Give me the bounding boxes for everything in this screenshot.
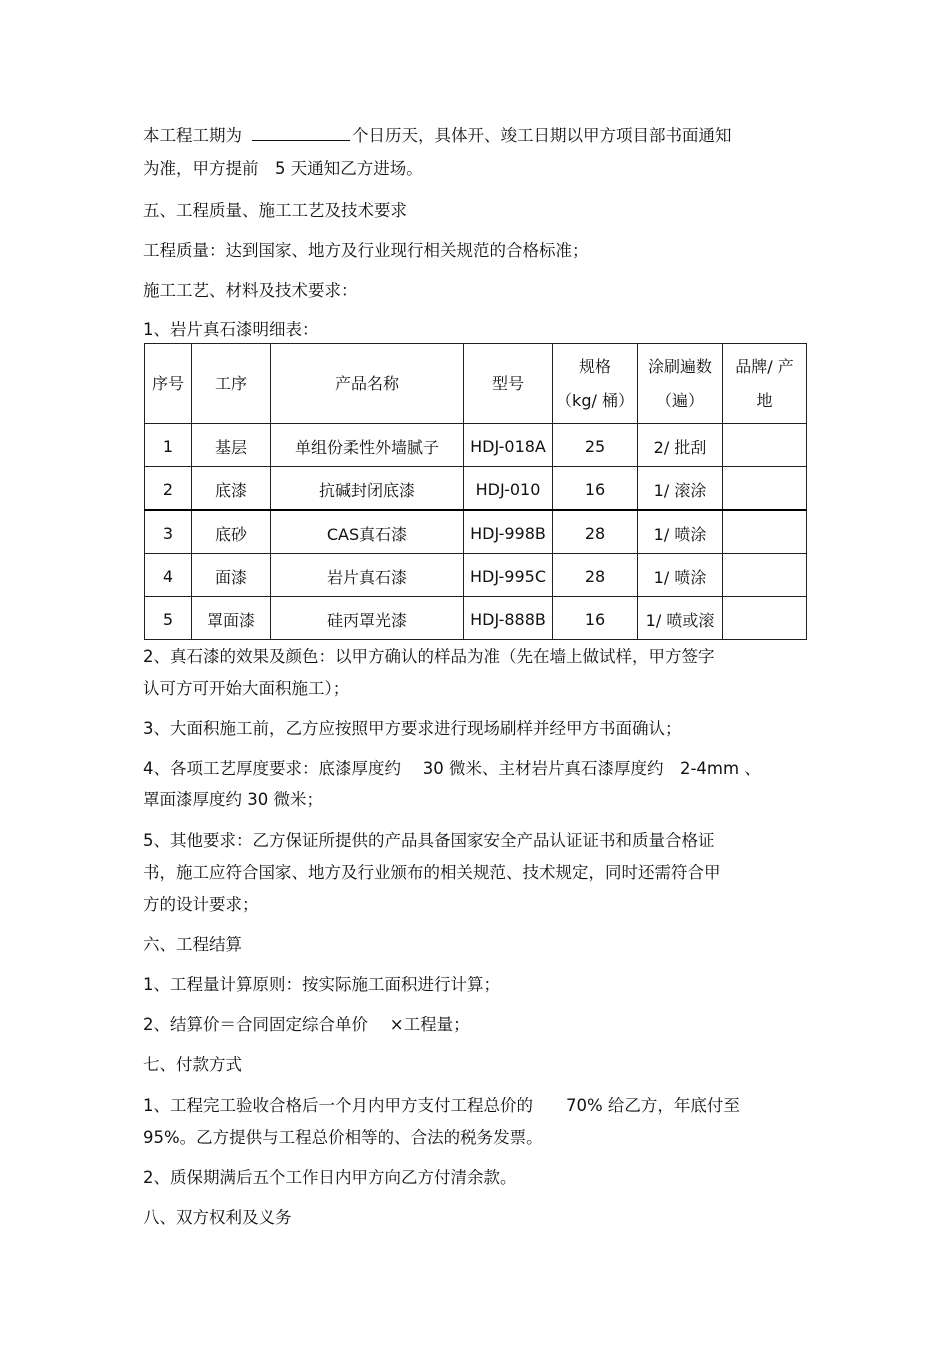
table-cell: [723, 424, 807, 467]
table-cell: 3: [145, 510, 192, 554]
settlement-item-1: 1、工程量计算原则：按实际施工面积进行计算；: [143, 975, 500, 994]
table-cell: 2: [145, 467, 192, 511]
table-cell: 罩面漆: [192, 597, 271, 640]
table-cell: 底砂: [192, 510, 271, 554]
table-cell: 基层: [192, 424, 271, 467]
table-cell: 4: [145, 554, 192, 597]
table-cell: 1/ 喷或滚: [638, 597, 723, 640]
table-cell: 硅丙罩光漆: [271, 597, 464, 640]
table-cell: 岩片真石漆: [271, 554, 464, 597]
period-prefix: 本工程工期为: [143, 126, 242, 145]
craft-text: 施工工艺、材料及技术要求：: [143, 281, 358, 300]
header-cell: 工序: [192, 344, 271, 424]
table-cell: [723, 510, 807, 554]
section-6-title: 六、工程结算: [143, 935, 242, 954]
paint-spec-table: [144, 343, 807, 640]
header-cell: 序号: [145, 344, 192, 424]
header-cell: [723, 344, 807, 424]
table-cell: 2/ 批刮: [638, 424, 723, 467]
table-cell: HDJ-010: [464, 467, 553, 511]
item-4-line-1: 4、各项工艺厚度要求：底漆厚度约 30 微米、主材岩片真石漆厚度约 2-4mm 、: [143, 759, 761, 778]
table-cell: 28: [553, 554, 638, 597]
table-cell: 1/ 喷涂: [638, 510, 723, 554]
table-row: [145, 467, 807, 511]
payment-item-2: 2、质保期满后五个工作日内甲方向乙方付清余款。: [143, 1168, 517, 1187]
period-blank: [252, 124, 350, 141]
table-row: [145, 424, 807, 467]
section-7-title: 七、付款方式: [143, 1055, 242, 1074]
table-cell: 1/ 喷涂: [638, 554, 723, 597]
table-cell: HDJ-995C: [464, 554, 553, 597]
table-title: 1、岩片真石漆明细表：: [143, 320, 319, 339]
table-cell: HDJ-018A: [464, 424, 553, 467]
section-8-title: 八、双方权利及义务: [143, 1208, 292, 1227]
header-cell: 产品名称: [271, 344, 464, 424]
header-text: （kg/ 桶）: [556, 390, 634, 410]
payment-item-1-line-2: 95%。乙方提供与工程总价相等的、合法的税务发票。: [143, 1128, 543, 1147]
table-cell: [723, 554, 807, 597]
item-3: 3、大面积施工前，乙方应按照甲方要求进行现场刷样并经甲方书面确认；: [143, 719, 682, 738]
table-row: [145, 510, 807, 554]
table-cell: 5: [145, 597, 192, 640]
table-cell: 28: [553, 510, 638, 554]
table-row: [145, 597, 807, 640]
header-text: （遍）: [655, 390, 704, 410]
header-text: 规格: [578, 356, 611, 376]
period-suffix: 个日历天，具体开、竣工日期以甲方项目部书面通知: [352, 126, 732, 145]
table-cell: 16: [553, 597, 638, 640]
item-4-line-2: 罩面漆厚度约 30 微米；: [143, 790, 323, 809]
table-cell: 1/ 滚涂: [638, 467, 723, 511]
header-text: 涂刷遍数: [647, 356, 712, 376]
header-cell: [553, 344, 638, 424]
table-cell: 底漆: [192, 467, 271, 511]
table-cell: 抗碱封闭底漆: [271, 467, 464, 511]
period-line-2: 为准，甲方提前 5 天通知乙方进场。: [143, 159, 423, 178]
payment-item-1-line-1: 1、工程完工验收合格后一个月内甲方支付工程总价的 70% 给乙方，年底付至: [143, 1096, 740, 1115]
table-cell: 25: [553, 424, 638, 467]
period-line-1: [143, 124, 732, 147]
header-cell: 型号: [464, 344, 553, 424]
settlement-item-2: 2、结算价＝合同固定综合单价 ×工程量；: [143, 1015, 470, 1034]
item-5-line-2: 书，施工应符合国家、地方及行业颁布的相关规范、技术规定，同时还需符合甲: [143, 863, 721, 882]
table-cell: 1: [145, 424, 192, 467]
table-cell: 单组份柔性外墙腻子: [271, 424, 464, 467]
item-5-line-3: 方的设计要求；: [143, 895, 259, 914]
table-row: [145, 554, 807, 597]
table-cell: HDJ-888B: [464, 597, 553, 640]
table-cell: [723, 597, 807, 640]
quality-text: 工程质量：达到国家、地方及行业现行相关规范的合格标准；: [143, 241, 589, 260]
header-cell: [638, 344, 723, 424]
table-header-row: [145, 344, 807, 424]
header-text: 地: [756, 390, 773, 410]
table-cell: 面漆: [192, 554, 271, 597]
table-cell: 16: [553, 467, 638, 511]
table-cell: HDJ-998B: [464, 510, 553, 554]
table-cell: CAS真石漆: [271, 510, 464, 554]
item-5-line-1: 5、其他要求：乙方保证所提供的产品具备国家安全产品认证证书和质量合格证: [143, 831, 715, 850]
table-cell: [723, 467, 807, 511]
section-5-title: 五、工程质量、施工工艺及技术要求: [143, 201, 407, 220]
item-2-line-2: 认可方可开始大面积施工）；: [143, 679, 350, 698]
header-text: 品牌/ 产: [735, 356, 794, 376]
item-2-line-1: 2、真石漆的效果及颜色：以甲方确认的样品为准（先在墙上做试样，甲方签字: [143, 647, 715, 666]
